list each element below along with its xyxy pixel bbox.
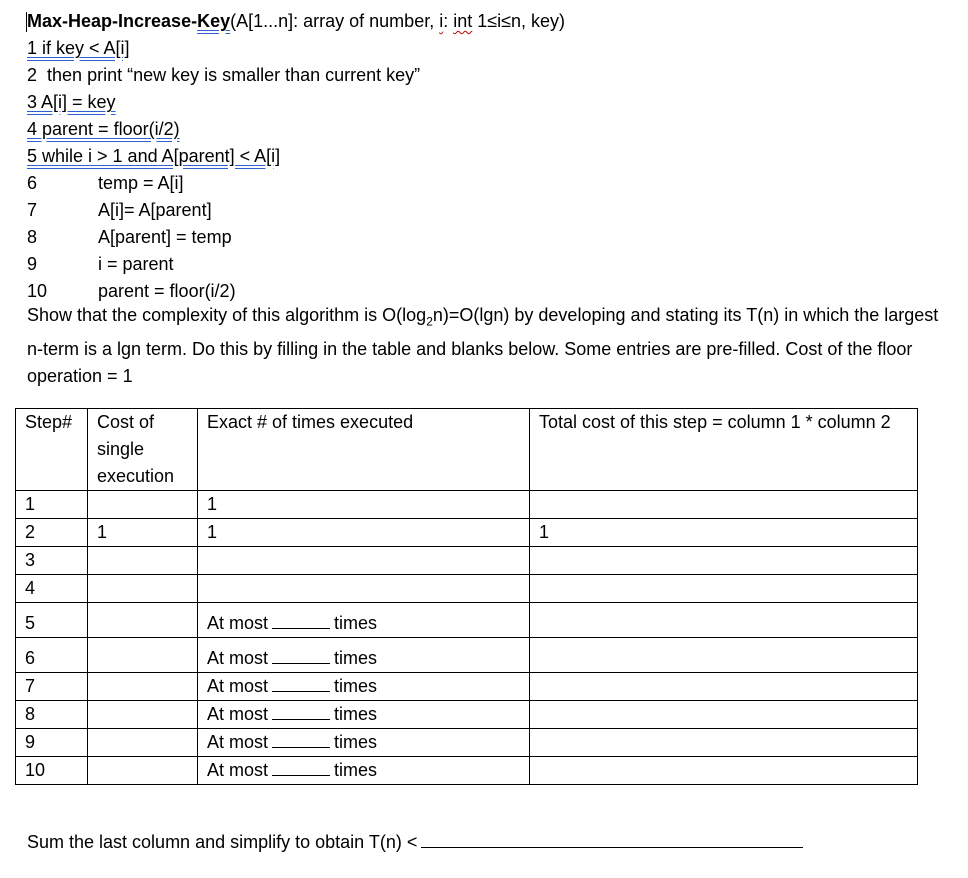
table-row	[16, 547, 918, 575]
title-range: 1≤i≤n, key)	[472, 11, 566, 31]
code-line-6[interactable]	[27, 170, 957, 197]
times-blank[interactable]	[272, 731, 330, 748]
line-number: 2	[27, 65, 38, 85]
header-cost[interactable]: Cost of single execution	[88, 409, 198, 491]
line-code: then print “new key is smaller than current key”	[47, 65, 421, 85]
table-row	[16, 519, 918, 547]
cell-times[interactable]: 1	[198, 491, 530, 519]
cell-step[interactable]: 3	[16, 547, 88, 575]
cell-cost[interactable]	[88, 638, 198, 673]
code-line-7[interactable]	[27, 197, 957, 224]
cell-cost[interactable]	[88, 491, 198, 519]
table-row	[16, 638, 918, 673]
line-number: 9	[27, 254, 38, 274]
line-number: 3	[27, 92, 38, 112]
cell-total[interactable]	[530, 575, 918, 603]
line-code: A[i] = key	[37, 92, 116, 112]
table-row	[16, 729, 918, 757]
cell-cost[interactable]: 1	[88, 519, 198, 547]
times-label: times	[334, 704, 378, 724]
code-line-4[interactable]	[27, 116, 957, 143]
instructions-subscript: 2	[426, 314, 433, 329]
times-blank[interactable]	[272, 759, 330, 776]
summary-answer-blank[interactable]	[421, 829, 803, 848]
cell-step[interactable]: 6	[16, 638, 88, 673]
times-label: times	[334, 613, 378, 633]
times-label: times	[334, 676, 378, 696]
instructions-paragraph[interactable]	[27, 302, 957, 390]
title-int: int	[453, 11, 473, 31]
cell-total[interactable]	[530, 491, 918, 519]
algorithm-title[interactable]	[27, 8, 957, 35]
cell-cost[interactable]	[88, 729, 198, 757]
table-row	[16, 701, 918, 729]
at-most-label: At most	[207, 676, 269, 696]
at-most-label: At most	[207, 648, 269, 668]
line-code: parent = floor(i/2)	[37, 119, 180, 139]
cell-cost[interactable]	[88, 603, 198, 638]
cell-cost[interactable]	[88, 701, 198, 729]
times-blank[interactable]	[272, 675, 330, 692]
cell-total[interactable]	[530, 757, 918, 785]
cell-total[interactable]	[530, 701, 918, 729]
line-number: 5	[27, 146, 38, 166]
cell-cost[interactable]	[88, 673, 198, 701]
code-line-2[interactable]	[27, 62, 957, 89]
line-code: i = parent	[98, 254, 174, 274]
table-header-row	[16, 409, 918, 491]
cell-cost[interactable]	[88, 575, 198, 603]
cost-table	[15, 408, 918, 785]
header-times[interactable]: Exact # of times executed	[198, 409, 530, 491]
cell-step[interactable]: 10	[16, 757, 88, 785]
line-number: 1	[27, 38, 38, 58]
cell-step[interactable]: 8	[16, 701, 88, 729]
at-most-label: At most	[207, 704, 269, 724]
line-number: 8	[27, 227, 38, 247]
algorithm-code	[27, 8, 957, 305]
cell-times[interactable]	[198, 547, 530, 575]
at-most-label: At most	[207, 732, 269, 752]
table-row	[16, 575, 918, 603]
cell-total[interactable]	[530, 673, 918, 701]
times-blank[interactable]	[272, 647, 330, 664]
at-most-label: At most	[207, 613, 269, 633]
table-row	[16, 673, 918, 701]
times-label: times	[334, 648, 378, 668]
line-code: A[i]= A[parent]	[98, 200, 212, 220]
code-line-10[interactable]	[27, 278, 957, 305]
cell-times[interactable]: 1	[198, 519, 530, 547]
summary-text: Sum the last column and simplify to obtain T(n) <	[27, 832, 418, 852]
line-code: A[parent] = temp	[98, 227, 232, 247]
times-blank[interactable]	[272, 612, 330, 629]
cell-total[interactable]	[530, 638, 918, 673]
cell-cost[interactable]	[88, 547, 198, 575]
cell-total[interactable]	[530, 603, 918, 638]
cell-step[interactable]: 5	[16, 603, 88, 638]
line-code: temp = A[i]	[98, 173, 184, 193]
cell-cost[interactable]	[88, 757, 198, 785]
line-number: 6	[27, 173, 38, 193]
instructions-text-1: Show that the complexity of this algorithm is O(log	[27, 305, 427, 325]
line-number: 10	[27, 281, 48, 301]
code-line-9[interactable]	[27, 251, 957, 278]
cell-times[interactable]	[198, 673, 530, 701]
cell-times[interactable]	[198, 701, 530, 729]
title-name: Max-Heap-Increase-	[27, 11, 198, 31]
line-code: if key < A[i]	[37, 38, 130, 58]
cell-step[interactable]: 7	[16, 673, 88, 701]
header-total[interactable]: Total cost of this step = column 1 * column 2	[530, 409, 918, 491]
cell-step[interactable]: 4	[16, 575, 88, 603]
times-blank[interactable]	[272, 703, 330, 720]
cell-step[interactable]: 9	[16, 729, 88, 757]
at-most-label: At most	[207, 760, 269, 780]
cell-times[interactable]	[198, 638, 530, 673]
line-number: 7	[27, 200, 38, 220]
line-code: parent = floor(i/2)	[98, 281, 236, 301]
code-line-8[interactable]	[27, 224, 957, 251]
line-number: 4	[27, 119, 38, 139]
cell-times[interactable]	[198, 757, 530, 785]
instructions-text-2: n)=O(lgn) by developing and stating its T(n) in which the largest n-term is a lgn term. Do this by filling in the table and blanks below. Some entries are pre-filled. Cost of the floor operation = 1	[27, 305, 939, 386]
cell-times[interactable]	[198, 575, 530, 603]
times-label: times	[334, 760, 378, 780]
cell-times[interactable]	[198, 603, 530, 638]
header-step[interactable]: Step#	[16, 409, 88, 491]
code-line-5[interactable]	[27, 143, 957, 170]
title-colon: :	[443, 11, 454, 31]
cell-total[interactable]	[530, 729, 918, 757]
table-row	[16, 603, 918, 638]
cell-step[interactable]: 1	[16, 491, 88, 519]
cell-times[interactable]	[198, 729, 530, 757]
summary-line	[27, 829, 803, 856]
cell-step[interactable]: 2	[16, 519, 88, 547]
title-params: (A[1...n]: array of number,	[230, 11, 440, 31]
table-row	[16, 491, 918, 519]
code-line-1[interactable]	[27, 35, 957, 62]
code-line-3[interactable]	[27, 89, 957, 116]
title-i: i	[439, 11, 444, 31]
table-row	[16, 757, 918, 785]
cell-total[interactable]: 1	[530, 519, 918, 547]
line-code: while i > 1 and A[parent] < A[i]	[37, 146, 281, 166]
title-key: Key	[197, 11, 231, 31]
times-label: times	[334, 732, 378, 752]
cell-total[interactable]	[530, 547, 918, 575]
